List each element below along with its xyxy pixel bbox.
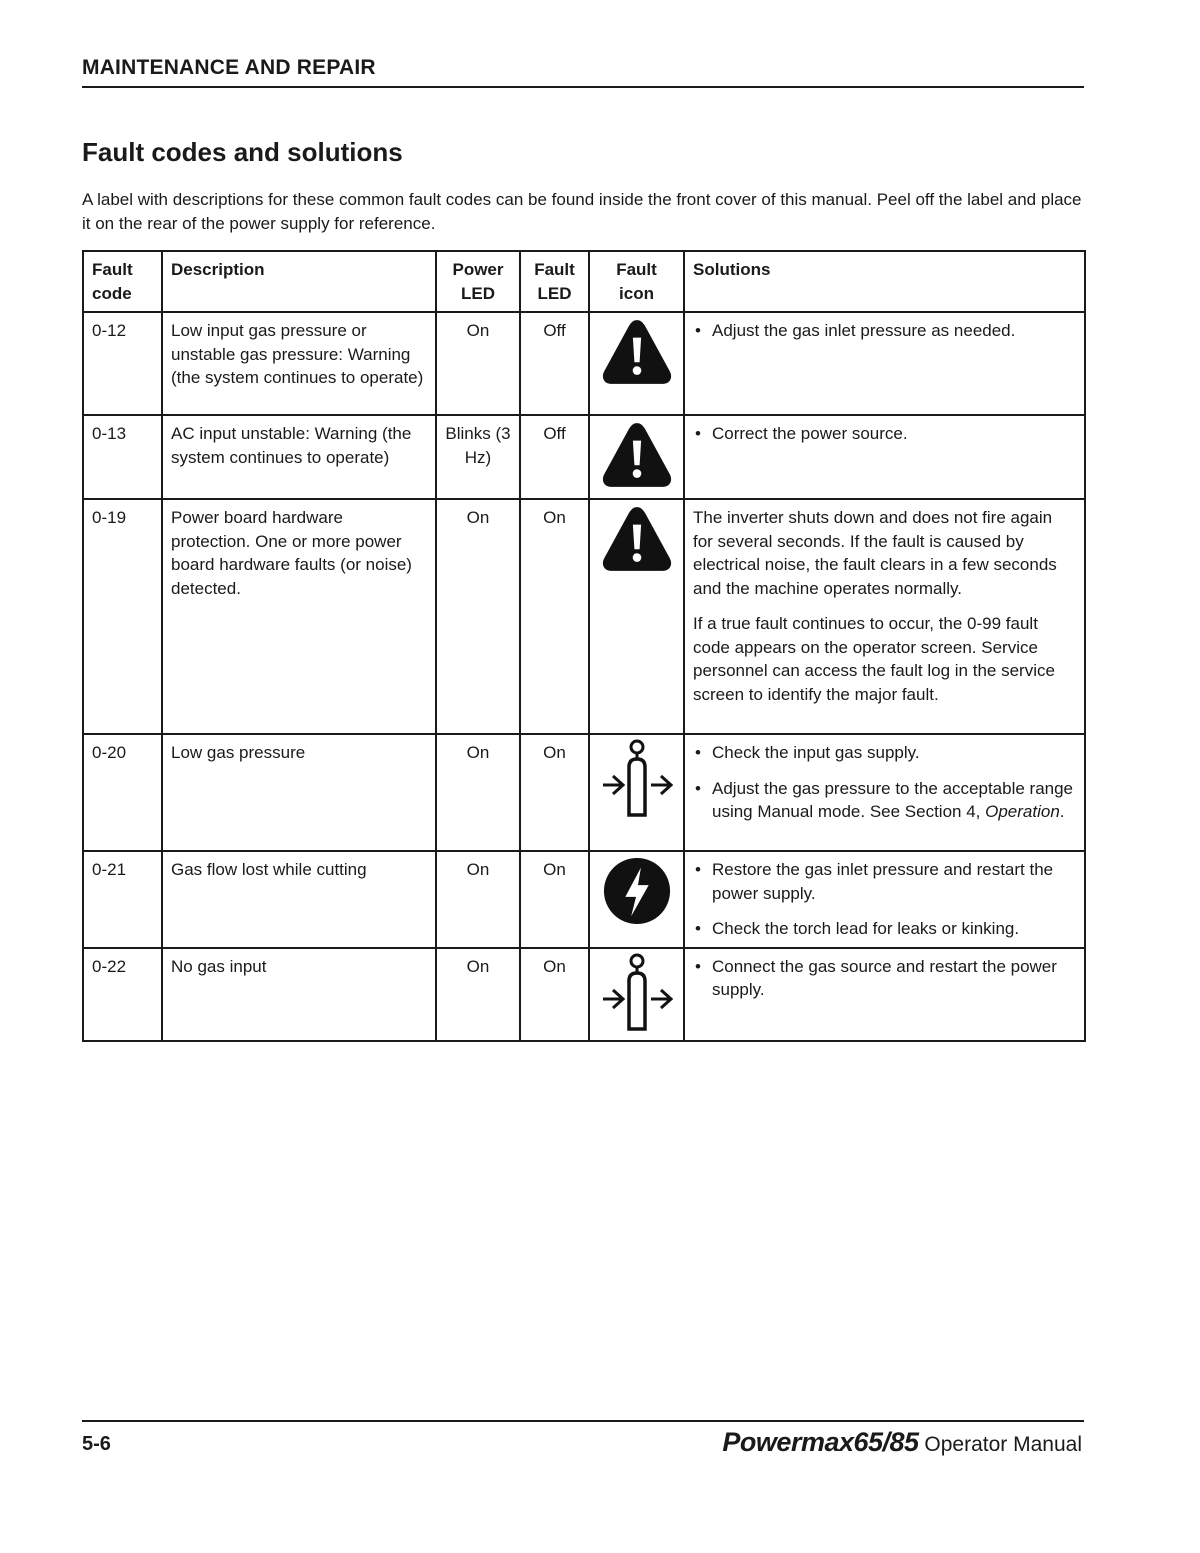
power-led-state: On bbox=[436, 734, 520, 851]
fault-code: 0-19 bbox=[83, 499, 162, 734]
solution-bullet: • Check the torch lead for leaks or kinking. bbox=[693, 917, 1076, 941]
header-fault-code: Fault code bbox=[83, 251, 162, 312]
table-row bbox=[83, 948, 1085, 1041]
table-row bbox=[83, 312, 1085, 415]
gas-cylinder-icon bbox=[599, 953, 675, 1033]
fault-description: Low gas pressure bbox=[162, 734, 436, 851]
fault-description: Power board hardware protection. One or more power board hardware faults (or noise) detected. bbox=[162, 499, 436, 734]
fault-code: 0-22 bbox=[83, 948, 162, 1041]
fault-led-state: On bbox=[520, 851, 589, 948]
solution-paragraph: The inverter shuts down and does not fire again for several seconds. If the fault is caused by electrical noise, the fault clears in a few seconds and the machine operates normally. bbox=[693, 508, 1057, 598]
header-description: Description bbox=[162, 251, 436, 312]
brand-logo: Powermax65/85 bbox=[722, 1427, 919, 1457]
header-solutions: Solutions bbox=[684, 251, 1085, 312]
fault-description: Low input gas pressure or unstable gas pressure: Warning (the system continues to operate) bbox=[162, 312, 436, 415]
solutions-cell bbox=[684, 734, 1085, 851]
header-power-led: Power LED bbox=[436, 251, 520, 312]
solutions-cell bbox=[684, 312, 1085, 415]
table-row bbox=[83, 499, 1085, 734]
table-row bbox=[83, 415, 1085, 499]
solution-bullet: • Connect the gas source and restart the power supply. bbox=[693, 955, 1076, 1002]
section-reference: Operation bbox=[985, 802, 1060, 821]
fault-description: No gas input bbox=[162, 948, 436, 1041]
solutions-cell bbox=[684, 415, 1085, 499]
page-title: Fault codes and solutions bbox=[82, 137, 403, 167]
fault-led-state: On bbox=[520, 499, 589, 734]
warning-triangle-icon bbox=[601, 420, 673, 490]
intro-paragraph: A label with descriptions for these common fault codes can be found inside the front cover of this manual. Peel off the label and place it on the rear of the power supply for reference. bbox=[82, 190, 1082, 233]
solutions-cell bbox=[684, 499, 1085, 734]
fault-led-state: On bbox=[520, 948, 589, 1041]
solution-bullet: • Correct the power source. bbox=[693, 422, 1076, 446]
fault-led-state: On bbox=[520, 734, 589, 851]
solutions-cell bbox=[684, 948, 1085, 1041]
solution-paragraph: If a true fault continues to occur, the 0-99 fault code appears on the operator screen. Service personnel can access the fault log in the service screen to identify the major fault. bbox=[693, 614, 1055, 704]
warning-triangle-icon bbox=[601, 504, 673, 574]
fault-code: 0-12 bbox=[83, 312, 162, 415]
page-number: 5-6 bbox=[82, 1433, 111, 1455]
power-led-state: On bbox=[436, 851, 520, 948]
warning-triangle-icon bbox=[601, 317, 673, 387]
power-led-state: Blinks (3 Hz) bbox=[436, 415, 520, 499]
fault-codes-table bbox=[82, 250, 1086, 1042]
gas-cylinder-icon bbox=[599, 739, 675, 819]
header-fault-led: Fault LED bbox=[520, 251, 589, 312]
header-fault-icon: Fault icon bbox=[589, 251, 684, 312]
solution-bullet: • Adjust the gas inlet pressure as needed. bbox=[693, 319, 1076, 343]
power-led-state: On bbox=[436, 948, 520, 1041]
power-led-state: On bbox=[436, 312, 520, 415]
manual-title bbox=[722, 1427, 1082, 1458]
fault-led-state: Off bbox=[520, 415, 589, 499]
lightning-circle-icon bbox=[602, 856, 672, 926]
fault-code: 0-21 bbox=[83, 851, 162, 948]
manual-name: Operator Manual bbox=[924, 1433, 1082, 1456]
fault-description: Gas flow lost while cutting bbox=[162, 851, 436, 948]
power-led-state: On bbox=[436, 499, 520, 734]
footer-divider bbox=[82, 1420, 1084, 1422]
solution-bullet: • Check the input gas supply. bbox=[693, 741, 1076, 765]
fault-code: 0-20 bbox=[83, 734, 162, 851]
fault-led-state: Off bbox=[520, 312, 589, 415]
fault-code: 0-13 bbox=[83, 415, 162, 499]
solutions-cell bbox=[684, 851, 1085, 948]
table-row bbox=[83, 851, 1085, 948]
fault-description: AC input unstable: Warning (the system continues to operate) bbox=[162, 415, 436, 499]
section-header: MAINTENANCE AND REPAIR bbox=[82, 56, 1084, 88]
table-header-row bbox=[83, 251, 1085, 312]
solution-bullet: • Adjust the gas pressure to the acceptable range using Manual mode. See Section 4, Operation. bbox=[693, 777, 1076, 824]
solution-bullet: • Restore the gas inlet pressure and restart the power supply. bbox=[693, 858, 1076, 905]
table-row bbox=[83, 734, 1085, 851]
